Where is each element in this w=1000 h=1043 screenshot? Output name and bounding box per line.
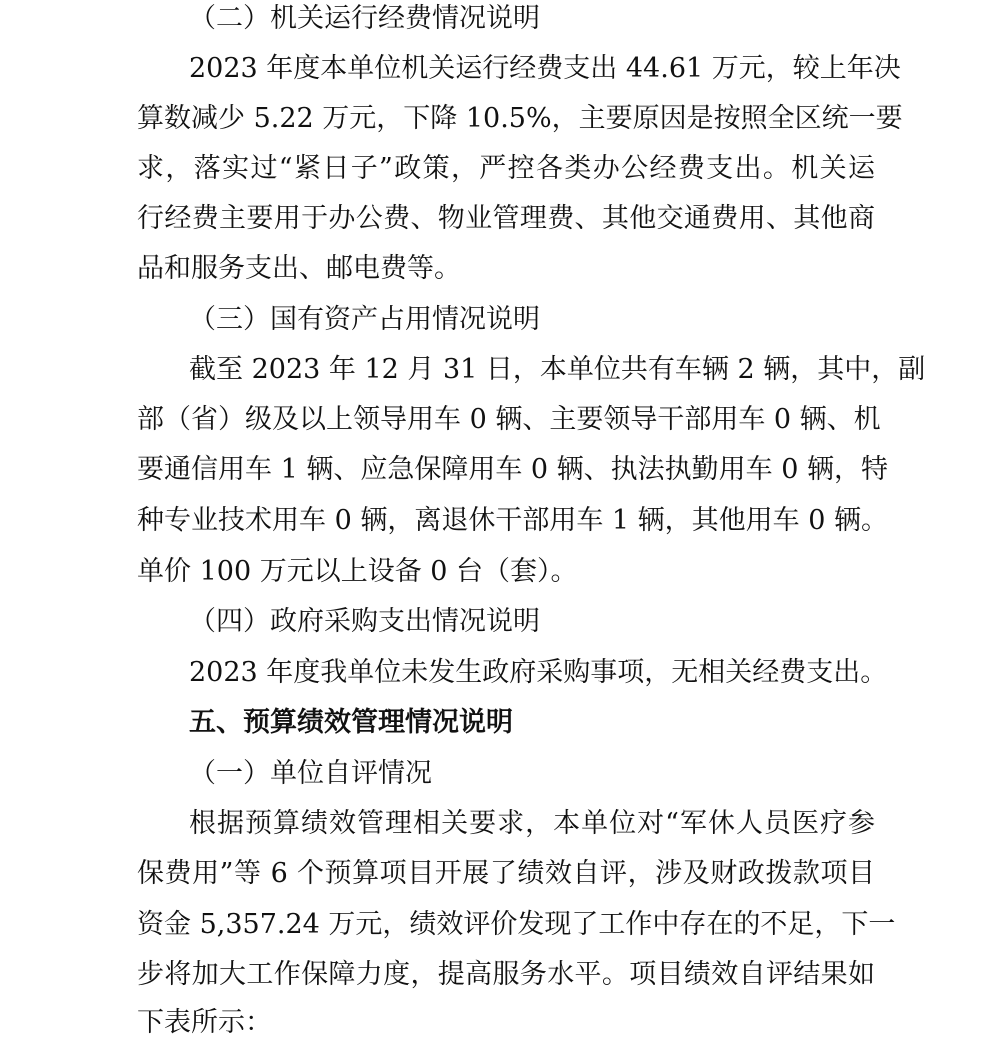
section-heading-performance-management: 五、预算绩效管理情况说明 [189, 707, 513, 738]
section-heading-state-assets: （三）国有资产占用情况说明 [189, 304, 540, 335]
paragraph-line: 步将加大工作保障力度，提高服务水平。项目绩效自评结果如 [137, 959, 875, 990]
paragraph-line: 求，落实过“紧日子”政策，严控各类办公经费支出。机关运 [137, 153, 875, 184]
section-heading-operating-expenses: （二）机关运行经费情况说明 [189, 3, 540, 34]
paragraph-line: 资金 5,357.24 万元，绩效评价发现了工作中存在的不足，下一 [137, 909, 896, 940]
paragraph-line: 算数减少 5.22 万元，下降 10.5%，主要原因是按照全区统一要 [137, 103, 903, 134]
paragraph-line: 截至 2023 年 12 月 31 日，本单位共有车辆 2 辆，其中，副 [189, 354, 926, 385]
paragraph-line: 品和服务支出、邮电费等。 [137, 253, 461, 284]
paragraph-line: 2023 年度本单位机关运行经费支出 44.61 万元，较上年决 [189, 53, 901, 84]
paragraph-line: 部（省）级及以上领导用车 0 辆、主要领导干部用车 0 辆、机 [137, 404, 881, 435]
paragraph-line: 要通信用车 1 辆、应急保障用车 0 辆、执法执勤用车 0 辆，特 [137, 454, 889, 485]
section-heading-government-procurement: （四）政府采购支出情况说明 [189, 606, 540, 637]
paragraph-line: 根据预算绩效管理相关要求，本单位对“军休人员医疗参 [189, 808, 875, 839]
paragraph-line: 行经费主要用于办公费、物业管理费、其他交通费用、其他商 [137, 203, 875, 234]
paragraph-line: 种专业技术用车 0 辆，离退休干部用车 1 辆，其他用车 0 辆。 [137, 505, 889, 536]
paragraph-line: 下表所示： [137, 1007, 272, 1038]
paragraph-line: 保费用”等 6 个预算项目开展了绩效自评，涉及财政拨款项目 [137, 858, 875, 889]
paragraph-line: 2023 年度我单位未发生政府采购事项，无相关经费支出。 [189, 657, 888, 688]
subsection-heading-self-evaluation: （一）单位自评情况 [189, 758, 432, 789]
paragraph-line: 单价 100 万元以上设备 0 台（套）。 [137, 556, 578, 587]
